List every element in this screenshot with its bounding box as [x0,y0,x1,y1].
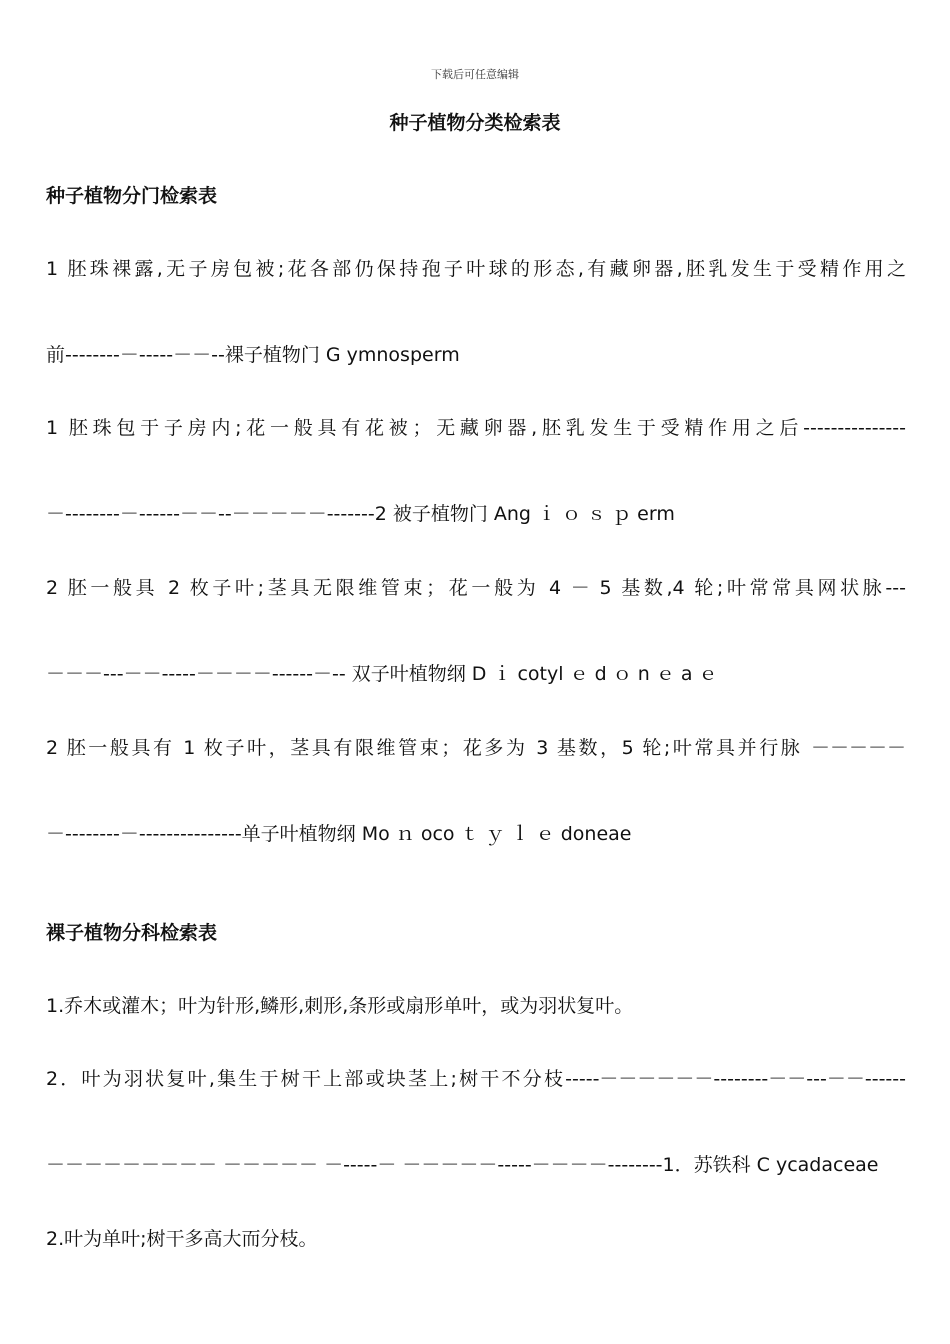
key-line-11: －－－－－－－－－ －－－－－ －-----－ －－－－－-----－－－－--------1．苏铁科 C ycadaceae [46,1154,879,1176]
page-title: 种子植物分类检索表 [389,112,561,134]
key-line-6: －－－---－－-----－－－－------－-- 双子叶植物纲 D ｉ cotyl ｅ d ｏ n ｅ a ｅ [46,663,718,685]
watermark-text: 下载后可任意编辑 [431,68,519,81]
key-line-2: 前--------－-----－－--裸子植物门 G ymnosperm [46,344,460,366]
key-line-9: 1.乔木或灌木；叶为针形,鳞形,刺形,条形或扇形单叶，或为羽状复叶。 [46,995,634,1017]
family-key-heading: 裸子植物分科检索表 [46,922,218,944]
key-line-12: 2.叶为单叶;树干多高大而分枝。 [46,1228,318,1250]
key-line-8: －--------－---------------单子叶植物纲 Mo ｎ oco ｔ ｙ ｌ ｅ doneae [46,823,632,845]
key-line-7: 2 胚一般具有 1 枚子叶，茎具有限维管束；花多为 3 基数，5 轮;叶常具并行脉 －－－－－ [46,737,906,759]
key-line-10: 2．叶为羽状复叶,集生于树干上部或块茎上;树干不分枝-----－－－－－－--------－－---－－------ [46,1068,906,1090]
division-key-heading: 种子植物分门检索表 [46,185,218,207]
key-line-3: 1 胚珠包于子房内;花一般具有花被；无藏卵器,胚乳发生于受精作用之后--------------- [46,417,906,439]
key-line-4: －--------－------－－--－－－－－-------2 被子植物门 Ang ｉ ｏ ｓ ｐ erm [46,503,675,525]
key-line-5: 2 胚一般具 2 枚子叶;茎具无限维管束；花一般为 4 － 5 基数,4 轮;叶常常具网状脉--- [46,577,906,599]
key-line-1: 1 胚珠裸露,无子房包被;花各部仍保持孢子叶球的形态,有藏卵器,胚乳发生于受精作用之 [46,258,906,280]
